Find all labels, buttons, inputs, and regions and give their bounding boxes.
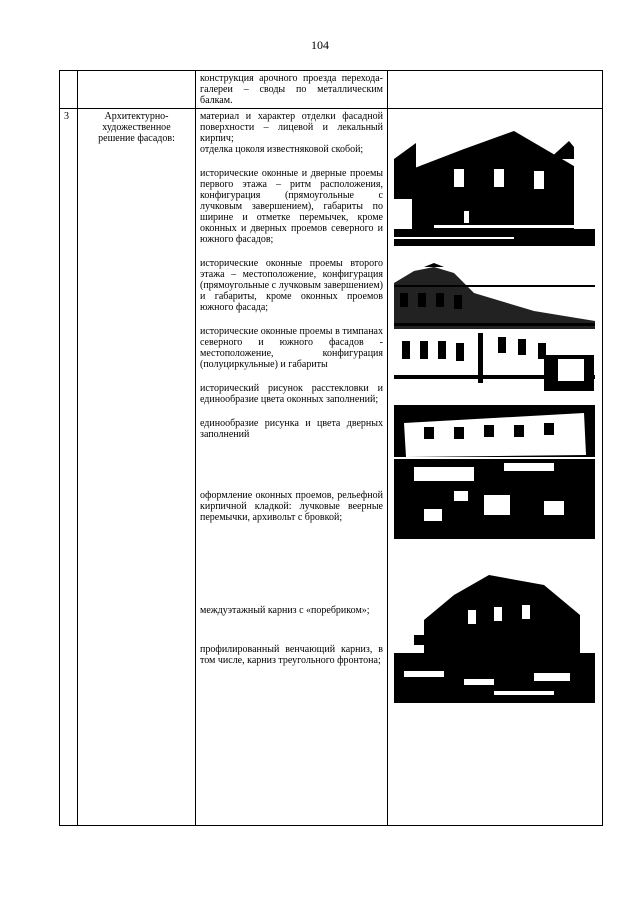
- description-paragraph: оформление оконных проемов, рельефной кирпичной кладкой: лучковые веерные перемычки, архивольт с бровкой;: [200, 490, 383, 523]
- row-description-cell: [196, 109, 388, 826]
- description-paragraph: исторический рисунок расстекловки и единообразие цвета оконных заполнений;: [200, 383, 383, 405]
- row-photo-cell: [388, 109, 603, 826]
- building-photo-2: [394, 263, 595, 395]
- row-photo-cell: [388, 71, 603, 109]
- row-description-cell: [196, 71, 388, 109]
- table-row: [60, 71, 603, 109]
- row-number-cell: [60, 71, 78, 109]
- building-photo-4: [394, 575, 595, 703]
- row-number-cell: 3: [60, 109, 78, 826]
- description-paragraph: междуэтажный карниз с «поребриком»;: [200, 605, 370, 616]
- description-paragraph: исторические оконные и дверные проемы первого этажа – ритм расположения, конфигурация (прямоугольные с лучковым завершением), габариты по ширине и отметке перемычек, кроме оконных и дверных проемов северного и южного фасадов;: [200, 168, 383, 245]
- table-row: [60, 109, 603, 826]
- description-paragraph: исторические оконные проемы в тимпанах северного и южного фасадов - местоположение, конфигурация (полуциркульные) и габариты: [200, 326, 383, 370]
- building-photo-1: [394, 129, 595, 246]
- description-paragraph: отделка цоколя известняковой скобой;: [200, 144, 364, 155]
- page-number: 104: [311, 38, 329, 52]
- description-paragraph: материал и характер отделки фасадной поверхности – лицевой и лекальный кирпич;: [200, 111, 383, 144]
- building-photo-3: [394, 405, 595, 539]
- row-name-cell: [78, 71, 196, 109]
- protection-subject-table: [59, 70, 603, 826]
- description-paragraph: профилированный венчающий карниз, в том числе, карниз треугольного фронтона;: [200, 644, 383, 666]
- row-name-cell: Архитектурно-художественное решение фасадов:: [78, 109, 196, 826]
- description-paragraph: конструкция арочного проезда перехода-галереи – своды по металлическим балкам.: [200, 73, 383, 106]
- description-paragraph: исторические оконные проемы второго этажа – местоположение, конфигурация (прямоугольные с лучковым завершением) и габариты, кроме оконных проемов южного фасада;: [200, 258, 383, 313]
- description-paragraph: единообразие рисунка и цвета дверных заполнений: [200, 418, 383, 440]
